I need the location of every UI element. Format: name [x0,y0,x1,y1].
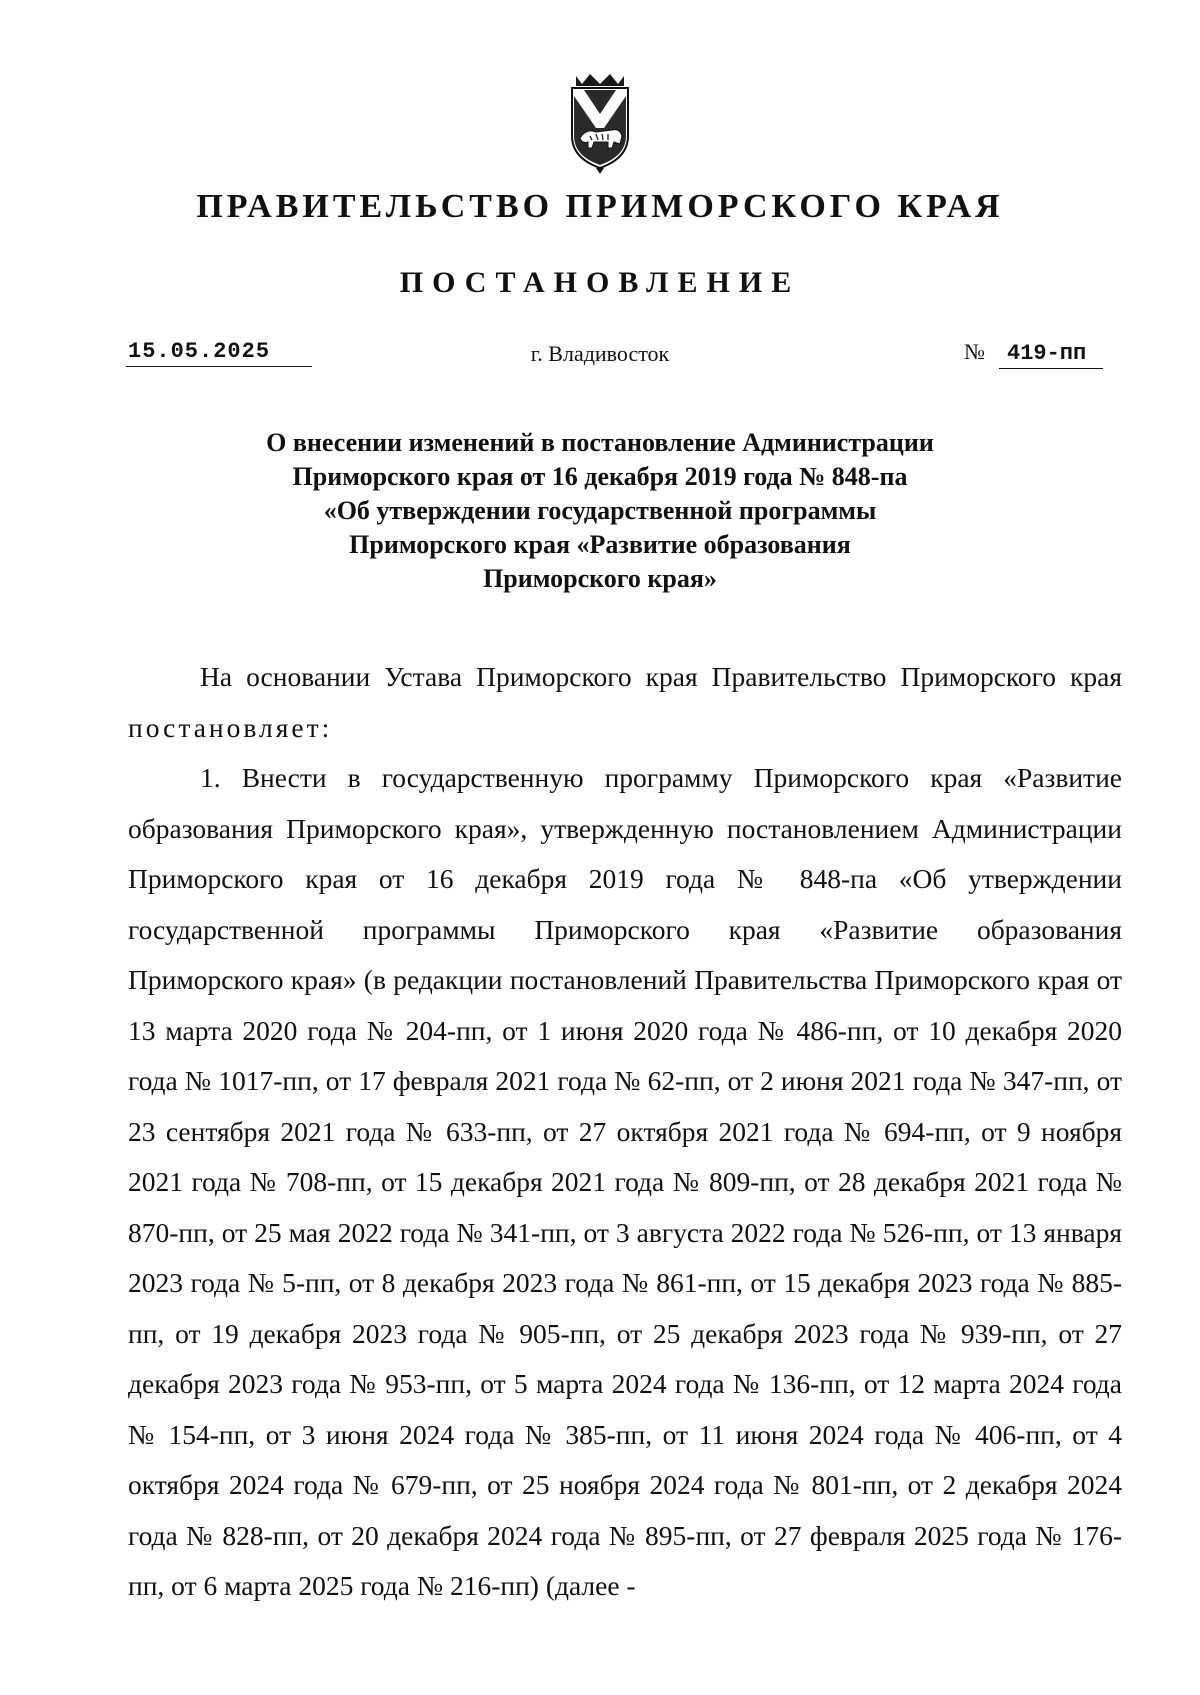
document-number [964,338,1103,366]
document-body [128,652,1122,1612]
subject-line: Приморского края «Развитие образования [349,530,851,559]
government-title: ПРАВИТЕЛЬСТВО ПРИМОРСКОГО КРАЯ [196,188,1004,225]
number-value: 419-пп [999,340,1103,369]
preamble-paragraph [128,652,1122,753]
preamble-action: постановляет: [128,711,333,743]
document-type: ПОСТАНОВЛЕНИЕ [399,266,801,299]
subject-line: «Об утверждении государственной программы [323,496,877,525]
subject-line: Приморского края от 16 декабря 2019 года № 848-па [292,462,908,491]
number-sign: № [964,339,985,364]
item-1-paragraph: 1. Внести в государственную программу Приморского края «Развитие образования Приморского края», утвержденную постановлением Администрации Приморского края от 16 декабря 2019 года № 848-па «Об утверждении государственной программы Приморского края «Развитие образования Приморского края» (в редакции постановлений Правительства Приморского края от 13 марта 2020 года № 204-пп, от 1 июня 2020 года № 486-пп, от 10 декабря 2020 года № 1017-пп, от 17 февраля 2021 года № 62-пп, от 2 июня 2021 года № 347-пп, от 23 сентября 2021 года № 633-пп, от 27 октября 2021 года № 694-пп, от 9 ноября 2021 года № 708-пп, от 15 декабря 2021 года № 809-пп, от 28 декабря 2021 года № 870-пп, от 25 мая 2022 года № 341-пп, от 3 августа 2022 года № 526-пп, от 13 января 2023 года № 5-пп, от 8 декабря 2023 года № 861-пп, от 15 декабря 2023 года № 885-пп, от 19 декабря 2023 года № 905-пп, от 25 декабря 2023 года № 939-пп, от 27 декабря 2023 года № 953-пп, от 5 марта 2024 года № 136-пп, от 12 марта 2024 года № 154-пп, от 3 июня 2024 года № 385-пп, от 11 июня 2024 года № 406-пп, от 4 октября 2024 года № 679-пп, от 25 ноября 2024 года № 801-пп, от 2 декабря 2024 года № 828-пп, от 20 декабря 2024 года № 895-пп, от 27 февраля 2025 года № 176-пп, от 6 марта 2025 года № 216-пп) (далее - [128,762,1122,1601]
document-city: г. Владивосток [530,341,670,366]
document-date: 15.05.2025 [126,338,312,367]
preamble-text: На основании Устава Приморского края Правительство Приморского края [200,661,1122,692]
subject-line: О внесении изменений в постановление Администрации [266,428,934,457]
subject-line: Приморского края» [483,564,717,593]
coat-of-arms-icon [566,72,634,176]
document-subject [160,426,1040,596]
